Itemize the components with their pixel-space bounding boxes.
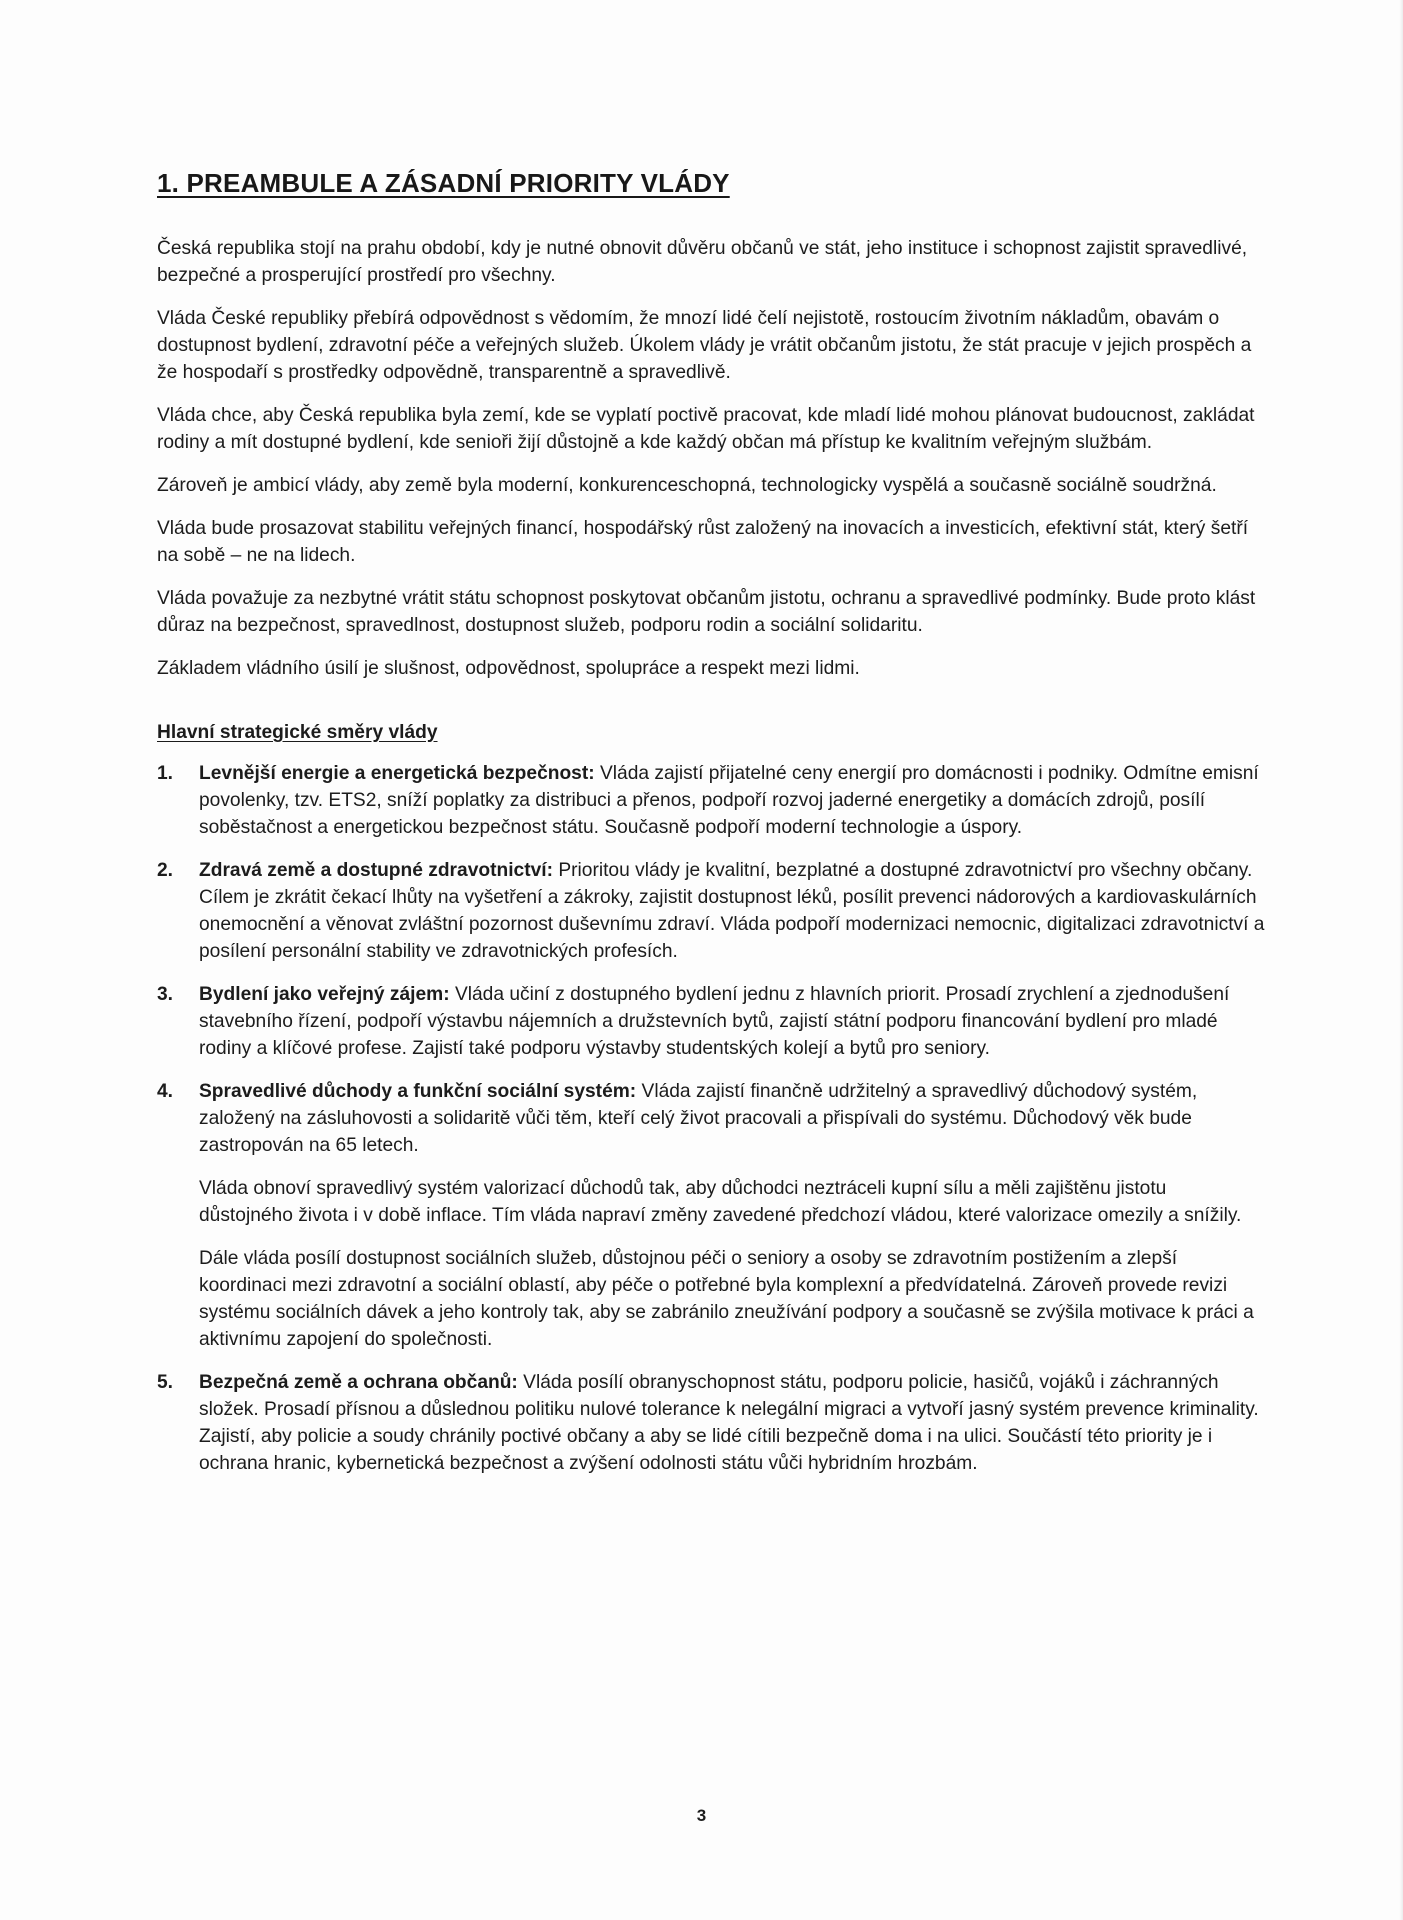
- list-item-paragraph: [199, 857, 1265, 965]
- list-item-text: Vláda posílí obranyschopnost státu, podporu policie, hasičů, vojáků i záchranných složek. Prosadí přísnou a důslednou politiku nulové tolerance k nelegální migraci a vytvoří jasný systém prevence kriminality. Zajistí, aby policie a soudy chránily poctivé občany a aby se lidé cítili bezpečně doma i na ulici. Součástí této priority je i ochrana hranic, kybernetická bezpečnost a zvýšení odolnosti státu vůči hybridním hrozbám.: [199, 1372, 1259, 1474]
- list-item-extra-paragraph: Vláda obnoví spravedlivý systém valorizací důchodů tak, aby důchodci neztráceli kupní sílu a měli zajištěnu jistotu důstojného života i v době inflace. Tím vláda napraví změny zavedené předchozí vládou, které valorizace omezily a snížily.: [199, 1178, 1242, 1226]
- list-item-lead: Bydlení jako veřejný zájem:: [199, 984, 450, 1005]
- list-item-number: 1.: [157, 763, 174, 784]
- page-content: [157, 168, 1265, 1493]
- paragraph: Zároveň je ambicí vlády, aby země byla moderní, konkurenceschopná, technologicky vyspělá a současně sociálně soudržná.: [157, 475, 1217, 496]
- list-item: [157, 981, 1265, 1062]
- list-item-extra-paragraph: Dále vláda posílí dostupnost sociálních služeb, důstojnou péči o seniory a osoby se zdravotním postižením a zlepší koordinaci mezi zdravotní a sociální oblastí, aby péče o potřebné byla komplexní a předvídatelná. Zároveň provede revizi systému sociálních dávek a jeho kontroly tak, aby se zabránilo zneužívání podpory a současně se zvýšila motivace k práci a aktivnímu zapojení do společnosti.: [199, 1248, 1254, 1350]
- list-item-number: 2.: [157, 860, 174, 881]
- list-item: [157, 760, 1265, 841]
- subheading: Hlavní strategické směry vlády: [157, 722, 438, 743]
- paragraph: Vláda považuje za nezbytné vrátit státu schopnost poskytovat občanům jistotu, ochranu a spravedlivé podmínky. Bude proto klást důraz na bezpečnost, spravedlnost, dostupnost služeb, podporu rodin a sociální solidaritu.: [157, 588, 1256, 636]
- spacer: [157, 698, 1265, 722]
- list-item-lead: Levnější energie a energetická bezpečnost:: [199, 763, 595, 784]
- list-item-paragraph: [199, 1078, 1265, 1159]
- paragraph: Vláda bude prosazovat stabilitu veřejných financí, hospodářský růst založený na inovacích a investicích, efektivní stát, který šetří na sobě – ne na lidech.: [157, 518, 1249, 566]
- list-item: [157, 1078, 1265, 1353]
- paragraph: Vláda chce, aby Česká republika byla zemí, kde se vyplatí poctivě pracovat, kde mladí lidé mohou plánovat budoucnost, zakládat rodiny a mít dostupné bydlení, kde senioři žijí důstojně a kde každý občan má přístup ke kvalitním veřejným službám.: [157, 405, 1255, 453]
- list-item: [157, 1369, 1265, 1477]
- paragraph: Základem vládního úsilí je slušnost, odpovědnost, spolupráce a respekt mezi lidmi.: [157, 658, 860, 679]
- list-item-number: 5.: [157, 1372, 174, 1393]
- list-item-text: Vláda zajistí finančně udržitelný a spravedlivý důchodový systém, založený na zásluhovosti a solidaritě vůči těm, kteří celý život pracovali a přispívali do systému. Důchodový věk bude zastropován na 65 letech.: [199, 1081, 1198, 1156]
- paragraph: Česká republika stojí na prahu období, kdy je nutné obnovit důvěru občanů ve stát, jeho instituce i schopnost zajistit spravedlivé, bezpečné a prosperující prostředí pro všechny.: [157, 238, 1248, 286]
- list-item-lead: Zdravá země a dostupné zdravotnictví:: [199, 860, 553, 881]
- list-item: [157, 857, 1265, 965]
- strategic-directions-list: [157, 760, 1265, 1477]
- list-item-text: Prioritou vlády je kvalitní, bezplatné a dostupné zdravotnictví pro všechny občany. Cílem je zkrátit čekací lhůty na vyšetření a zákroky, zajistit dostupnost léků, posílit prevenci nádorových a kardiovaskulárních onemocnění a věnovat zvláštní pozornost duševnímu zdraví. Vláda podpoří modernizaci nemocnic, digitalizaci zdravotnictví a posílení personální stability ve zdravotnických profesích.: [199, 860, 1265, 962]
- list-item-paragraph: [199, 760, 1265, 841]
- list-item-number: 4.: [157, 1081, 174, 1102]
- list-item-text: Vláda zajistí přijatelné ceny energií pro domácnosti i podniky. Odmítne emisní povolenky, tzv. ETS2, sníží poplatky za distribuci a přenos, podpoří rozvoj jaderné energetiky a domácích zdrojů, posílí soběstačnost a energetickou bezpečnost státu. Současně podpoří moderní technologie a úspory.: [199, 763, 1259, 838]
- list-item-lead: Bezpečná země a ochrana občanů:: [199, 1372, 518, 1393]
- list-item-paragraph: [199, 981, 1265, 1062]
- list-item-lead: Spravedlivé důchody a funkční sociální systém:: [199, 1081, 637, 1102]
- list-item-number: 3.: [157, 984, 174, 1005]
- section-heading: 1. PREAMBULE A ZÁSADNÍ PRIORITY VLÁDY: [157, 168, 730, 198]
- list-item-paragraph: [199, 1369, 1265, 1477]
- list-item-text: Vláda učiní z dostupného bydlení jednu z hlavních priorit. Prosadí zrychlení a zjednodušení stavebního řízení, podpoří výstavbu nájemních a družstevních bytů, zajistí státní podporu financování bydlení pro mladé rodiny a klíčové profese. Zajistí také podporu výstavby studentských kolejí a bytů pro seniory.: [199, 984, 1230, 1059]
- paragraph: Vláda České republiky přebírá odpovědnost s vědomím, že mnozí lidé čelí nejistotě, rostoucím životním nákladům, obavám o dostupnost bydlení, zdravotní péče a veřejných služeb. Úkolem vlády je vrátit občanům jistotu, že stát pracuje v jejich prospěch a že hospodaří s prostředky odpovědně, transparentně a spravedlivě.: [157, 308, 1252, 383]
- page-edge: [1399, 0, 1403, 1920]
- page-number: 3: [696, 1806, 707, 1825]
